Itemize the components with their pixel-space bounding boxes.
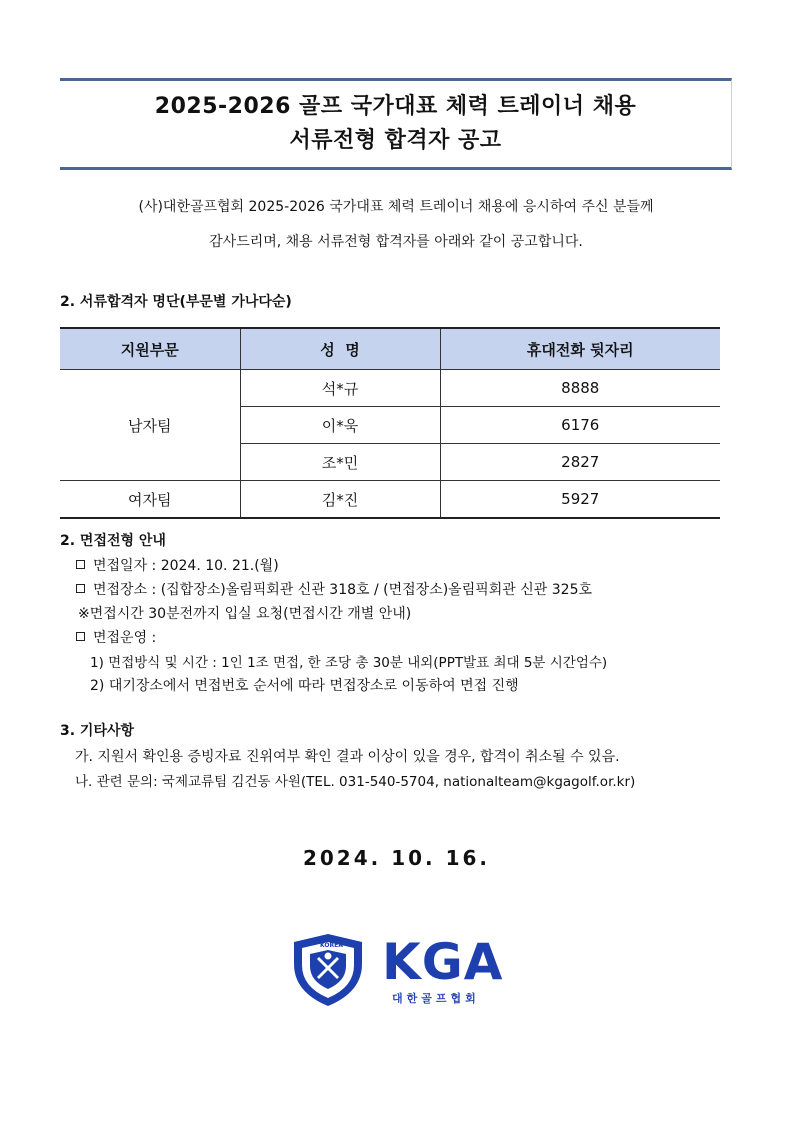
interview-date-line xyxy=(76,555,279,575)
seal-text-top: KOREA xyxy=(320,942,343,949)
interview-operation-1: 1) 면접방식 및 시간 : 1인 1조 면접, 한 조당 총 30분 내외(PPT발표 최대 5분 시간엄수) xyxy=(90,655,608,671)
section-heading-roster: 2. 서류합격자 명단(부문별 가나다순) xyxy=(60,294,292,310)
name-cell: 김*진 xyxy=(240,481,440,519)
phone-cell: 2827 xyxy=(440,444,720,481)
table-header-row xyxy=(60,328,720,370)
interview-operation-2: 2) 대기장소에서 면접번호 순서에 따라 면접장소로 이동하여 면접 진행 xyxy=(90,678,519,694)
table-row xyxy=(60,370,720,407)
interview-place: 면접장소 : (집합장소)올림픽회관 신관 318호 / (면접장소)올림픽회관 신관 325호 xyxy=(93,582,592,598)
interview-operation-line xyxy=(76,627,156,647)
intro-line-2: 감사드리며, 채용 서류전형 합격자를 아래와 같이 공고합니다. xyxy=(209,234,583,250)
square-bullet-icon xyxy=(76,584,85,593)
page-title: 2025-2026 골프 국가대표 체력 트레이너 채용 xyxy=(154,94,637,119)
section-heading-misc: 3. 기타사항 xyxy=(60,723,135,739)
division-cell: 여자팀 xyxy=(60,481,240,519)
page-subtitle: 서류전형 합격자 공고 xyxy=(289,128,502,153)
section-heading-interview: 2. 면접전형 안내 xyxy=(60,533,166,549)
square-bullet-icon xyxy=(76,632,85,641)
interview-place-line xyxy=(76,579,592,599)
header-phone: 휴대전화 뒷자리 xyxy=(440,328,720,370)
interview-note: ※면접시간 30분전까지 입실 요청(면접시간 개별 안내) xyxy=(78,606,412,622)
kga-logo xyxy=(288,930,508,1010)
title-box xyxy=(60,78,732,170)
phone-cell: 6176 xyxy=(440,407,720,444)
phone-cell: 5927 xyxy=(440,481,720,519)
header-name: 성 명 xyxy=(240,328,440,370)
brand-wordmark: KGA xyxy=(382,933,504,991)
misc-item-2: 나. 관련 문의: 국제교류팀 김건동 사원(TEL. 031-540-5704, nationalteam@kgagolf.or.kr) xyxy=(75,774,636,790)
name-cell: 석*규 xyxy=(240,370,440,407)
name-cell: 조*민 xyxy=(240,444,440,481)
square-bullet-icon xyxy=(76,560,85,569)
interview-operation: 면접운영 : xyxy=(93,630,157,646)
name-cell: 이*욱 xyxy=(240,407,440,444)
brand-subtitle: 대한골프협회 xyxy=(392,992,480,1005)
division-cell: 남자팀 xyxy=(60,370,240,481)
phone-cell: 8888 xyxy=(440,370,720,407)
header-division: 지원부문 xyxy=(60,328,240,370)
misc-item-1: 가. 지원서 확인용 증빙자료 진위여부 확인 결과 이상이 있을 경우, 합격이 취소될 수 있음. xyxy=(75,749,620,765)
intro-line-1: (사)대한골프협회 2025-2026 국가대표 체력 트레이너 채용에 응시하여 주신 분들께 xyxy=(138,199,654,215)
table-row xyxy=(60,481,720,519)
interview-date: 면접일자 : 2024. 10. 21.(월) xyxy=(93,558,279,574)
roster-table xyxy=(60,327,720,519)
announcement-date: 2024. 10. 16. xyxy=(302,846,491,870)
